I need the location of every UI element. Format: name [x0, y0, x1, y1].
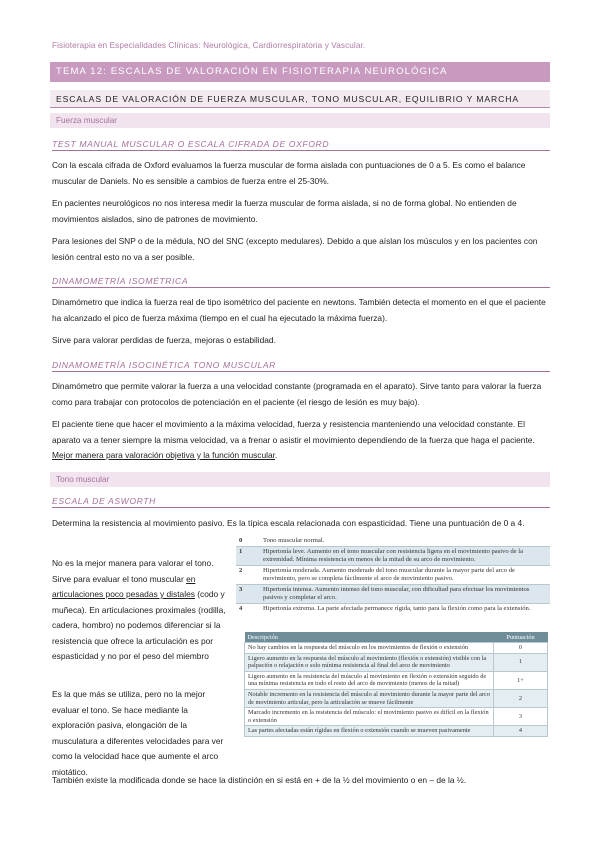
table-row [245, 708, 548, 726]
score-cell: 1 [494, 653, 548, 671]
fuerza-muscular-band: Fuerza muscular [50, 113, 550, 128]
table-row [245, 643, 548, 654]
grade-cell: 4 [236, 604, 260, 615]
isokinetic-heading: DINAMOMETRÍA ISOCINÉTICA TONO MUSCULAR [52, 360, 550, 372]
isokinetic-paragraph-2 [52, 417, 546, 464]
grade-cell: 0 [239, 537, 243, 544]
table-row [245, 653, 548, 671]
table-row [236, 566, 550, 585]
score-cell: 1+ [494, 671, 548, 689]
grade-cell: 3 [236, 585, 260, 604]
grade-description-cell: Hipertonía leve. Aumento en el tono muscular con resistencia ligera en el movimiento pasivo de la extremidad. Mínima resistencia en menos de la mitad de su arco de movimiento. [260, 547, 550, 566]
description-cell: Ligero aumento en la respuesta del músculo al movimiento (flexión o extensión) visible con la palpación o relajación o solo mínima resistencia al final del arco de movimiento [245, 653, 494, 671]
ashworth-left-1b: (codo y muñeca). En articulaciones proximales (rodilla, cadera, hombro) no podemos diferenciar si la resistencia que ofrece la articulación es por espasticidad y no por el peso del miembro [52, 589, 226, 661]
topic-title: TEMA 12: ESCALAS DE VALORACIÓN EN FISIOTERAPIA NEUROLÓGICA [50, 62, 550, 82]
grade-cell: 1 [236, 547, 260, 566]
oxford-paragraph-2: En pacientes neurológicos no nos interesa medir la fuerza muscular de forma aislada, si no de forma global. No entienden de movimientos aislados, sino de patrones de movimiento. [52, 198, 517, 224]
isokinetic-paragraph-1: Dinamómetro que permite valorar la fuerza a una velocidad constante (programada en el aparato). Sirve tanto para valorar la fuerza como para trabajar con protocolos de potenciación en el paciente (el riesgo de lesión es muy bajo). [52, 381, 542, 407]
isokinetic-paragraph-2-text: El paciente tiene que hacer el movimiento a la máxima velocidad, fuerza y resistencia manteniendo una velocidad constante. El aparato va a tener siempre la misma velocidad, va a frenar o asistir el movimiento dependiendo de la fuerza que haga el paciente. [52, 419, 535, 445]
ashworth-intro: Determina la resistencia al movimiento pasivo. Es la típica escala relacionada con espasticidad. Tiene una puntuación de 0 a 4. [52, 518, 525, 528]
table-row [236, 536, 550, 547]
oxford-heading: TEST MANUAL MUSCULAR O ESCALA CIFRADA DE OXFORD [52, 139, 550, 151]
section-title: ESCALAS DE VALORACIÓN DE FUERZA MUSCULAR, TONO MUSCULAR, EQUILIBRIO Y MARCHA [50, 90, 550, 108]
modified-ashworth-table [244, 632, 548, 737]
description-cell: Notable incremento en la resistencia del músculo al movimiento durante la mayor parte del arco de movimiento articular, pero la articulación se mueve fácilmente [245, 689, 494, 707]
oxford-paragraph-3: Para lesiones del SNP o de la médula, NO del SNC (excepto medulares). Debido a que aíslan los músculos y en los pacientes con lesión central esto no va a ser posible. [52, 236, 538, 262]
table-row [245, 689, 548, 707]
isokinetic-paragraph-2-end: . [274, 450, 278, 460]
grade-description-cell: Hipertonía extrema. La parte afectada permanece rígida, tanto para la flexión como para la extensión. [260, 604, 550, 615]
table-row [245, 671, 548, 689]
column-header-description: Descripción [245, 632, 494, 643]
isometric-paragraph-1: Dinamómetro que indica la fuerza real de tipo isométrico del paciente en newtons. También detecta el momento en el que el paciente ha alcanzado el pico de fuerza máxima (tiempo en el cual ha ejecutado la máxima fuerza). [52, 297, 546, 323]
description-cell: Ligero aumento en la resistencia del músculo al movimiento en flexión o extensión seguido de una mínima resistencia en todo el resto del arco de movimiento (menos de la mitad) [245, 671, 494, 689]
score-cell: 2 [494, 689, 548, 707]
score-cell: 4 [494, 726, 548, 737]
ashworth-scale-table [236, 536, 550, 614]
grade-description-cell: Hipertonía moderada. Aumento moderado del tono muscular durante la mayor parte del arco de movimiento, pero se completa fácilmente el arco de movimiento pasivo. [260, 566, 550, 585]
ashworth-left-paragraph-2: Es la que más se utiliza, pero no la mejor evaluar el tono. Se hace mediante la exploración pasiva, elongación de la musculatura a diferentes velocidades para ver como la velocidad hace que aumente el arco miotático. [52, 689, 224, 777]
score-cell: 0 [494, 643, 548, 654]
table-row [236, 547, 550, 566]
ashworth-heading: ESCALA DE ASWORTH [52, 496, 550, 508]
ashworth-left-underlined: en articulaciones poco pesadas y distales [52, 573, 196, 599]
oxford-paragraph-1: Con la escala cifrada de Oxford evaluamos la fuerza muscular de forma aislada con puntuaciones de 0 a 5. Es como el balance muscular de Daniels. No es sensible a cambios de fuerza entre el 25-30%. [52, 160, 526, 186]
score-cell: 3 [494, 708, 548, 726]
isokinetic-underlined-text: Mejor manera para valoración objetiva y la función muscular [52, 450, 275, 460]
table-row [236, 604, 550, 615]
description-cell: Las partes afectadas están rígidas en flexión o extensión cuando se mueven pasivamente [245, 726, 494, 737]
table-row [236, 585, 550, 604]
ashworth-final-paragraph: También existe la modificada donde se hace la distinción en si está en + de la ½ del movimiento o en – de la ½. [52, 775, 467, 785]
grade-description-cell: Hipertonía intensa. Aumento intenso del tono muscular, con dificultad para efectuar los movimientos pasivos y completar el arco. [260, 585, 550, 604]
isometric-heading: DINAMOMETRÍA ISOMÉTRICA [52, 276, 550, 288]
isometric-paragraph-2: Sirve para valorar perdidas de fuerza, mejoras o estabilidad. [52, 335, 276, 345]
description-cell: No hay cambios en la respuesta del músculo en los movimientos de flexión o extensión [245, 643, 494, 654]
ashworth-left-paragraph-1 [52, 556, 228, 665]
tono-muscular-band: Tono muscular [50, 472, 550, 487]
running-header: Fisioterapia en Especialidades Clínicas: Neurológica, Cardiorrespiratoria y Vascular. [52, 41, 366, 50]
ashworth-left-1a: No es la mejor manera para valorar el tono. Sirve para evaluar el tono muscular [52, 558, 214, 584]
grade-cell: 2 [236, 566, 260, 585]
description-cell: Marcado incremento en la resistencia del músculo: el movimiento pasivo es difícil en la flexión o extensión [245, 708, 494, 726]
grade-description-cell: Tono muscular normal. [263, 537, 325, 544]
column-header-score: Puntuación [494, 632, 548, 643]
table-row [245, 726, 548, 737]
